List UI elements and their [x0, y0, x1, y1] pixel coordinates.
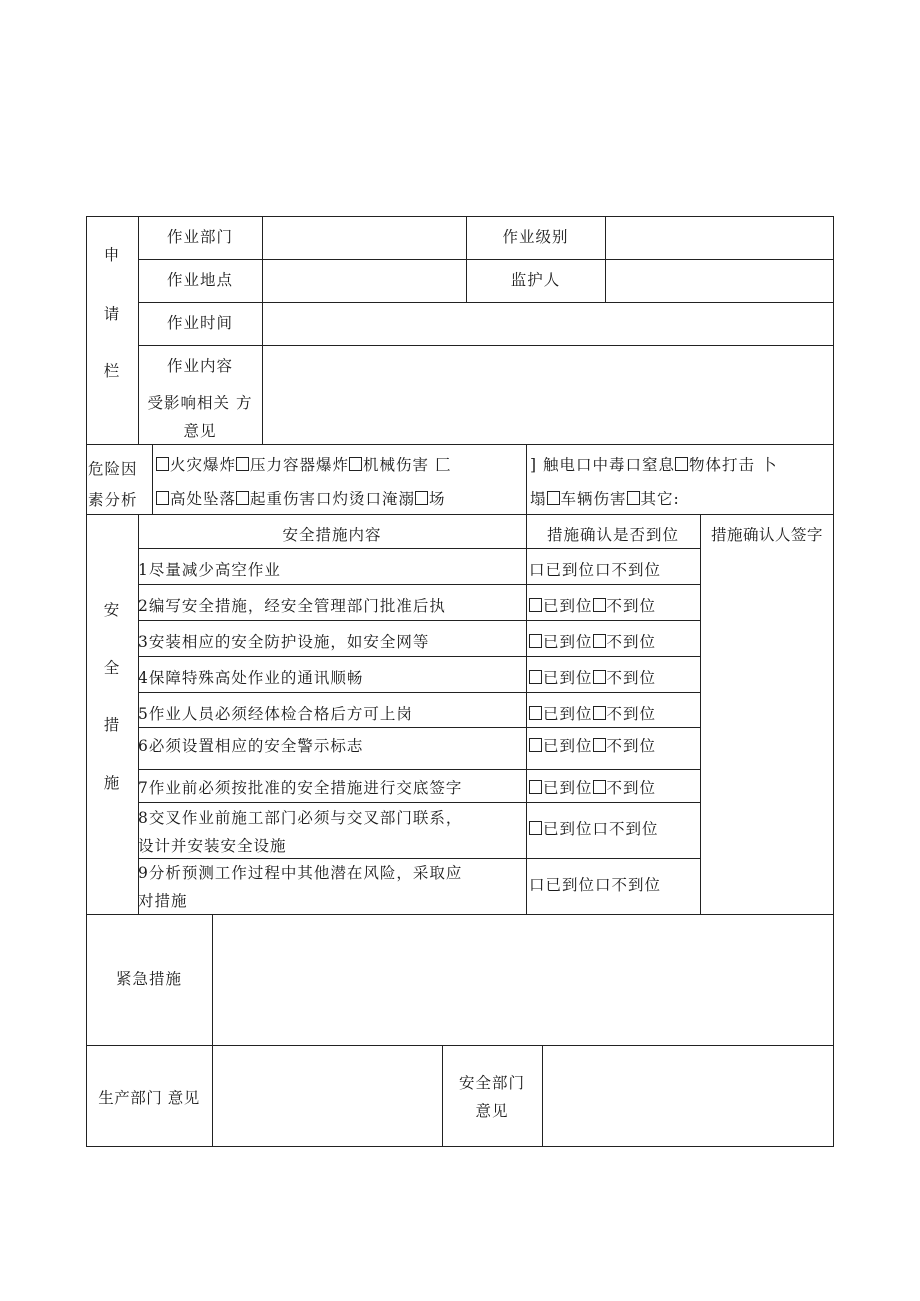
hazard-lifting-checkbox[interactable] — [236, 491, 249, 505]
rule — [138, 302, 834, 303]
rule-right — [833, 216, 834, 1147]
hazard-struck: 物体打击 — [688, 456, 755, 474]
rule — [138, 584, 700, 585]
not-done-checkbox[interactable] — [593, 738, 606, 752]
application-side-label-1: 申 — [103, 246, 121, 264]
safety-status-5[interactable] — [529, 705, 656, 724]
safety-status-9[interactable]: 口已到位口不到位 — [529, 876, 662, 894]
safety-item-1: 1尽量减少高空作业 — [138, 561, 281, 579]
hazard-vehicle: 车辆伤害 — [560, 490, 627, 508]
rule — [526, 444, 527, 914]
rule — [138, 345, 834, 346]
hazard-collapse: 塌 — [530, 490, 547, 508]
hazard-other-checkbox[interactable] — [627, 491, 640, 505]
safety-header-confirm: 措施确认是否到位 — [546, 526, 679, 544]
safety-item-9-line2: 对措施 — [138, 892, 188, 910]
rule — [86, 914, 834, 915]
hazard-row-1-right — [530, 456, 777, 475]
safety-side-label-3: 措 — [103, 716, 121, 734]
safety-item-5: 5作业人员必须经体检合格后方可上岗 — [138, 705, 413, 723]
safety-item-4: 4保障特殊高处作业的通讯顺畅 — [138, 669, 364, 687]
safety-status-6[interactable] — [529, 737, 656, 756]
done-label: 已到位 — [543, 737, 593, 755]
safety-item-7: 7作业前必须按批准的安全措施进行交底签字 — [138, 779, 463, 797]
rule — [138, 548, 700, 549]
not-done-label: 不到位 — [606, 779, 657, 797]
safety-item-3: 3安装相应的安全防护设施，如安全网等 — [138, 633, 430, 651]
safety-header-content: 安全措施内容 — [282, 526, 382, 544]
affected-label-line2: 意见 — [183, 422, 217, 440]
safety-side-label-1: 安 — [103, 601, 121, 619]
emergency-label: 紧急措施 — [115, 970, 182, 988]
rule — [138, 692, 700, 693]
hazard-row1-tail: 匚 — [434, 456, 452, 474]
content-label: 作业内容 — [166, 357, 233, 375]
rule — [262, 216, 263, 444]
safety-signer-field[interactable] — [701, 549, 833, 914]
done-checkbox[interactable] — [529, 738, 542, 752]
hazard-electric-poison-suffocation: ] 触电口中毒口窒息 — [530, 456, 675, 474]
hazard-vehicle-checkbox[interactable] — [547, 491, 560, 505]
rule — [152, 444, 153, 514]
safety-status-1[interactable]: 口已到位口不到位 — [529, 561, 662, 579]
not-done-checkbox[interactable] — [593, 780, 606, 794]
rule — [86, 1045, 834, 1046]
safety-header-signer: 措施确认人签字 — [710, 526, 823, 544]
rule — [542, 1045, 543, 1146]
not-done-checkbox[interactable] — [593, 706, 606, 720]
hazard-row-1-left — [156, 456, 452, 475]
rule — [86, 444, 834, 445]
hazard-fall-checkbox[interactable] — [156, 491, 169, 505]
not-done-checkbox[interactable] — [593, 634, 606, 648]
hazard-row-2-left — [156, 490, 446, 509]
safety-status-2[interactable] — [529, 597, 656, 616]
application-side-label-3: 栏 — [103, 362, 121, 380]
hazard-other: 其它: — [640, 490, 680, 508]
done-label: 已到位 — [543, 705, 593, 723]
rule — [442, 1045, 443, 1146]
safety-item-6: 6必须设置相应的安全警示标志 — [138, 737, 364, 755]
hazard-row1-end: 卜 — [760, 456, 778, 474]
guardian-label: 监护人 — [510, 271, 561, 289]
rule — [605, 216, 606, 302]
level-label: 作业级别 — [502, 228, 569, 246]
rule — [138, 620, 700, 621]
not-done-label: 不到位 — [606, 705, 657, 723]
hazard-fire: 火灾爆炸 — [170, 456, 237, 474]
hazard-struck-checkbox[interactable] — [675, 457, 688, 471]
hazard-field-checkbox[interactable] — [415, 491, 428, 505]
status-label: 已到位口不到位 — [543, 820, 659, 838]
safety-status-8[interactable] — [529, 820, 659, 839]
rule — [138, 858, 700, 859]
safety-side-label-2: 全 — [103, 659, 121, 677]
hazard-lifting: 起重伤害口灼烫口淹溺 — [250, 490, 416, 508]
dept-label: 作业部门 — [166, 228, 233, 246]
hazard-field: 场 — [429, 490, 446, 508]
rule — [138, 656, 700, 657]
hazard-pressure-checkbox[interactable] — [236, 457, 249, 471]
safety-status-4[interactable] — [529, 669, 656, 688]
done-checkbox[interactable] — [529, 670, 542, 684]
application-side-label-2: 请 — [103, 305, 121, 323]
not-done-label: 不到位 — [606, 633, 657, 651]
not-done-label: 不到位 — [606, 597, 657, 615]
location-label: 作业地点 — [166, 271, 233, 289]
time-label: 作业时间 — [166, 314, 233, 332]
done-label: 已到位 — [543, 597, 593, 615]
rule — [138, 727, 700, 728]
safety-item-2: 2编写安全措施，经安全管理部门批准后执 — [138, 597, 446, 615]
hazard-pressure: 压力容器爆炸 — [250, 456, 350, 474]
safety-opinion-label-line1: 安全部门 — [458, 1074, 525, 1092]
rule — [138, 802, 700, 803]
safety-side-label-4: 施 — [103, 774, 121, 792]
safety-item-8-line1: 8交叉作业前施工部门必须与交叉部门联系， — [138, 809, 463, 827]
rule — [138, 769, 700, 770]
rule-bottom — [86, 1146, 834, 1147]
rule-left — [86, 216, 87, 1147]
permit-form-table — [86, 216, 834, 1147]
hazard-fire-checkbox[interactable] — [156, 457, 169, 471]
not-done-label: 不到位 — [606, 669, 657, 687]
done-checkbox[interactable] — [529, 780, 542, 794]
rule-top — [86, 216, 834, 217]
done-checkbox[interactable] — [529, 706, 542, 720]
not-done-checkbox[interactable] — [593, 598, 606, 612]
hazard-mechanical: 机械伤害 — [363, 456, 430, 474]
done-label: 已到位 — [543, 633, 593, 651]
rule — [138, 259, 834, 260]
not-done-label: 不到位 — [606, 737, 657, 755]
hazard-row-2-right — [530, 490, 680, 509]
done-label: 已到位 — [543, 669, 593, 687]
safety-item-9-line1: 9分析预测工作过程中其他潜在风险，采取应 — [138, 864, 463, 882]
rule — [212, 914, 213, 1146]
safety-status-3[interactable] — [529, 633, 656, 652]
not-done-checkbox[interactable] — [593, 670, 606, 684]
safety-item-8-line2: 设计并安装安全设施 — [138, 837, 287, 855]
rule — [86, 514, 834, 515]
affected-label-line1: 受影响相关 方 — [147, 394, 253, 412]
hazard-label-line2: 素分析 — [88, 491, 138, 509]
done-checkbox[interactable] — [529, 598, 542, 612]
done-checkbox[interactable] — [529, 634, 542, 648]
done-checkbox[interactable] — [529, 821, 542, 835]
hazard-fall: 高处坠落 — [170, 490, 237, 508]
safety-status-7[interactable] — [529, 779, 656, 798]
production-opinion-label: 生产部门 意见 — [98, 1089, 200, 1107]
done-label: 已到位 — [543, 779, 593, 797]
hazard-mechanical-checkbox[interactable] — [349, 457, 362, 471]
safety-opinion-label-line2: 意见 — [475, 1102, 509, 1120]
hazard-label-line1: 危险因 — [88, 460, 138, 478]
